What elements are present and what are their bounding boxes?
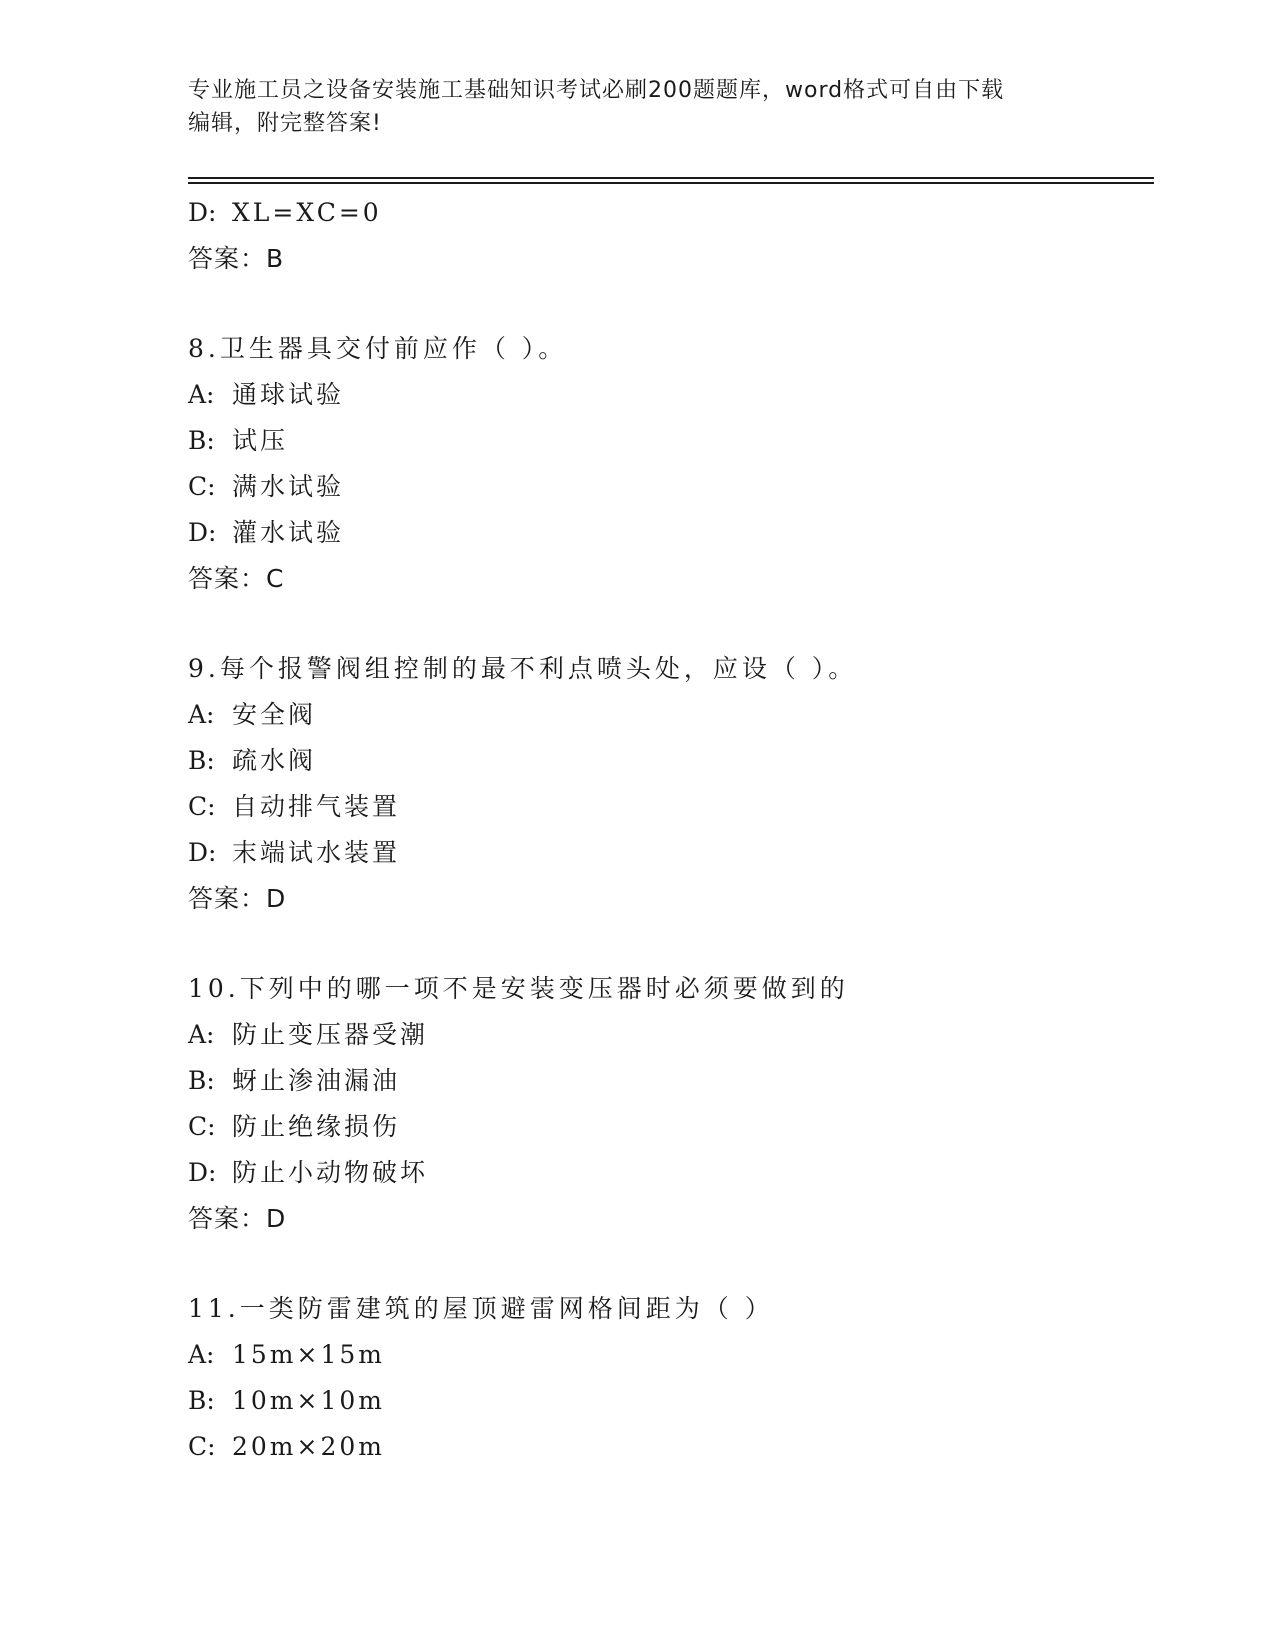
answer-line: 答案：D (188, 1204, 287, 1233)
option-letter: C: (188, 472, 216, 501)
option-line (188, 1150, 1148, 1196)
option-line (188, 1378, 1148, 1424)
option-letter: C: (188, 1432, 216, 1461)
answer-line: 答案：C (188, 564, 285, 593)
option-line (188, 1104, 1148, 1150)
option-line (188, 692, 1148, 738)
option-letter: A: (188, 1340, 215, 1369)
question-stem: 10.下列中的哪一项不是安装变压器时必须要做到的 (188, 974, 849, 1003)
option-text: 试压 (232, 426, 289, 455)
option-line (188, 738, 1148, 784)
spacer (188, 1242, 1148, 1286)
answer-line: 答案：B (188, 244, 285, 273)
option-text: 10m×10m (232, 1386, 385, 1415)
option-text: 通球试验 (232, 380, 345, 409)
spacer (188, 922, 1148, 966)
option-text: 20m×20m (232, 1432, 385, 1461)
option-line (188, 1012, 1148, 1058)
question-stem: 8.卫生器具交付前应作（ ）。 (188, 334, 568, 363)
option-text: 蚜止渗油漏油 (232, 1066, 401, 1095)
option-line (188, 372, 1148, 418)
option-line (188, 510, 1148, 556)
option-letter: A: (188, 380, 215, 409)
answer-line: 答案：D (188, 884, 287, 913)
option-text: 疏水阀 (232, 746, 317, 775)
option-letter: B: (188, 1066, 215, 1095)
option-letter: D: (188, 838, 217, 867)
option-text: 灌水试验 (232, 518, 345, 547)
option-text: 自动排气装置 (232, 792, 401, 821)
option-text: 安全阀 (232, 700, 317, 729)
option-line (188, 1424, 1148, 1470)
option-line (188, 1332, 1148, 1378)
option-letter: B: (188, 426, 215, 455)
option-letter: D: (188, 198, 217, 227)
option-line (188, 784, 1148, 830)
option-line (188, 464, 1148, 510)
document-header (188, 74, 1088, 140)
option-letter: C: (188, 1112, 216, 1141)
spacer (188, 602, 1148, 646)
header-rule-bottom (188, 182, 1154, 184)
option-letter: D: (188, 518, 217, 547)
header-line-1: 专业施工员之设备安装施工基础知识考试必刷200题题库，word格式可自由下载 (188, 78, 1005, 103)
option-letter: A: (188, 700, 215, 729)
option-text: 15m×15m (232, 1340, 385, 1369)
option-line (188, 190, 1148, 236)
option-text: 防止小动物破坏 (232, 1158, 429, 1187)
option-text: 满水试验 (232, 472, 345, 501)
option-text: XL=XC=0 (232, 198, 382, 227)
header-line-2: 编辑，附完整答案! (188, 111, 382, 136)
option-line (188, 830, 1148, 876)
option-letter: A: (188, 1020, 215, 1049)
question-stem: 9.每个报警阀组控制的最不利点喷头处，应设（ ）。 (188, 654, 858, 683)
option-text: 防止绝缘损伤 (232, 1112, 401, 1141)
header-rule-top (188, 177, 1154, 179)
option-line (188, 418, 1148, 464)
option-letter: D: (188, 1158, 217, 1187)
option-letter: C: (188, 792, 216, 821)
option-text: 末端试水装置 (232, 838, 401, 867)
question-stem: 11.一类防雷建筑的屋顶避雷网格间距为（ ） (188, 1294, 774, 1323)
spacer (188, 282, 1148, 326)
option-letter: B: (188, 746, 215, 775)
option-letter: B: (188, 1386, 215, 1415)
question-list (188, 190, 1148, 1470)
option-line (188, 1058, 1148, 1104)
option-text: 防止变压器受潮 (232, 1020, 429, 1049)
